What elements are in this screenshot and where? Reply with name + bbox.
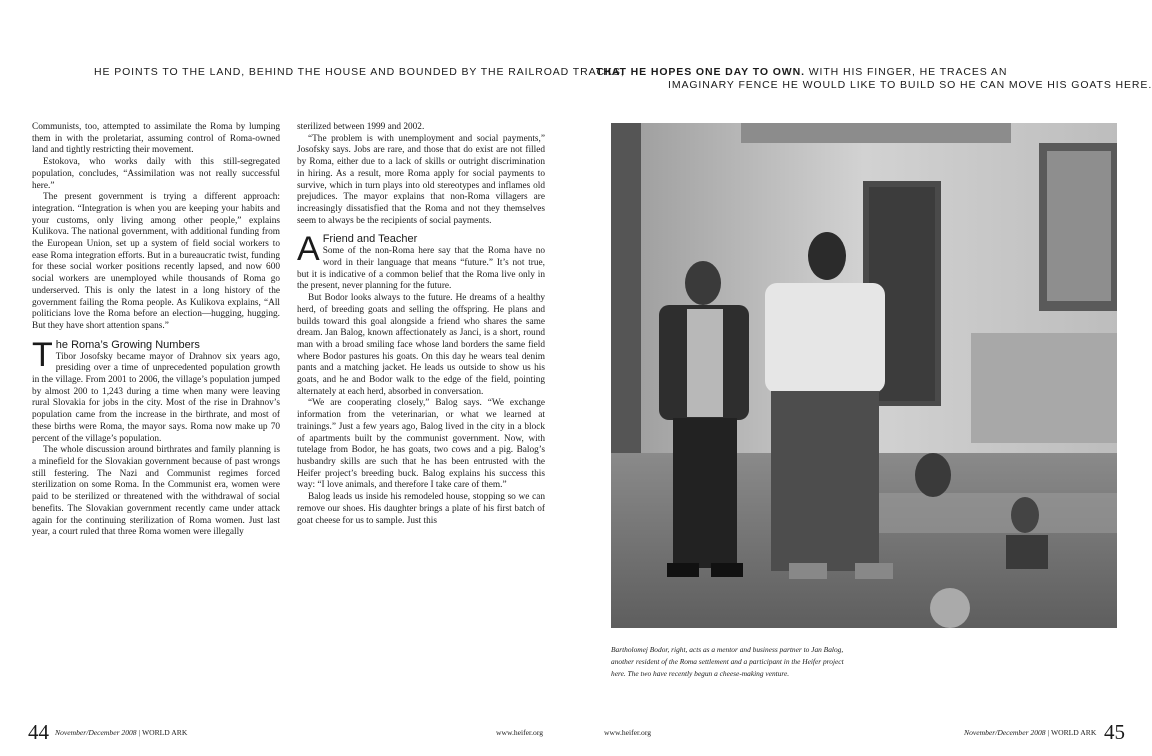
subhead-section <box>297 230 545 293</box>
paragraph: “The problem is with unemployment and social payments,” Josofsky says. Jobs are rare, and those that do exist are not filled by Roma, either due to a lack of skills or outright discrimination in hiring. As a result, more Roma apply for social payments to survive, which in turn plays into old stereotypes and inflames old prejudices. The mayor explains that non-Roma villagers are increasingly dissatisfied that the Roma and not they themselves seem to always be the recipients of social payments. <box>297 133 545 226</box>
footer-url-left[interactable]: www.heifer.org <box>496 728 544 737</box>
subheading: Friend and Teacher <box>322 233 418 246</box>
page-number-left: 44 <box>28 720 49 744</box>
paragraph: Balog leads us inside his remodeled house, stopping so we can remove our shoes. His daughter brings a plate of his first batch of goat cheese for us to sample. Just this <box>297 492 545 526</box>
subhead-section <box>32 335 280 446</box>
pull-quote-right-line1: THAT HE HOPES ONE DAY TO OWN. WITH HIS FINGER, HE TRACES AN <box>596 66 1008 78</box>
photo-two-men <box>611 123 1117 628</box>
pull-quote-right-line2: IMAGINARY FENCE HE WOULD LIKE TO BUILD SO HE CAN MOVE HIS GOATS HERE. <box>668 79 1152 91</box>
drop-cap: T <box>32 335 53 374</box>
drop-cap: A <box>297 230 320 269</box>
article-column-1 <box>32 122 280 539</box>
paragraph: Tibor Josofsky became mayor of Drahnov six years ago, presiding over a time of unprecedented population growth in the village. From 2001 to 2006, the village’s population jumped by almost 200 to 1,243 during a time when many were leaving rural Slovakia for jobs in the city. Most of the rise in Drahnov’s population came from the increase in the birthrate, and most of these births were Roma, the mayor says. Roma now make up 70 percent of the village’s population. <box>32 351 280 444</box>
paragraph: “We are cooperating closely,” Balog says. “We exchange information from the veterinarian, or what we learned at trainings.” Just a few years ago, Balog lived in the city in a block of apartments built by the communist government. Now, with tutelage from Bodor, he has goats, two cows and a pig. Balog’s husbandry skills are such that he has been entrusted with the Heifer project’s breeding buck. Balog explains his success this way: “I love animals, and therefore I take care of them.” <box>297 398 545 491</box>
pull-quote-left: HE POINTS TO THE LAND, BEHIND THE HOUSE AND BOUNDED BY THE RAILROAD TRACKS, <box>94 66 625 78</box>
footer-issue-right: November/December 2008 | WORLD ARK <box>964 728 1097 737</box>
paragraph: The present government is trying a different approach: integration. “Integration is when you are keeping your habits and your customs, only living among other people,” explains Kulikova. The national government, with additional funding from the European Union, set up a system of field social workers to ease Roma integration efforts. But in a bureaucratic twist, funding for these social worker positions recently lapsed, and now 600 social workers are unemployed while thousands of Roma go underserved. This is only the latest in a long history of the government failing the Roma people. As Kulikova explains, “All politicians love the Roma before an election—hugging, hugging. But they have short attention spans.” <box>32 192 280 331</box>
footer-issue-left: November/December 2008 | WORLD ARK <box>55 728 188 737</box>
paragraph: Estokova, who works daily with this still-segregated population, concludes, “Assimilation was not really successful here.” <box>32 157 280 191</box>
pull-quote-bold: THAT HE HOPES ONE DAY TO OWN. <box>596 66 805 78</box>
photo-caption: Bartholomej Bodor, right, acts as a mentor and business partner to Jan Balog, another resident of the Roma settlement and a participant in the Heifer project here. The two have recently begun a cheese-making venture. <box>611 645 844 678</box>
man-right <box>765 232 893 579</box>
paragraph: sterilized between 1999 and 2002. <box>297 122 425 132</box>
paragraph: The whole discussion around birthrates and family planning is a minefield for the Slovakian government because of past wrongs still festering. The Nazi and Communist regimes forced sterilization on some Roma. In the Communist era, women were paid to be sterilized or threatened with the withdrawal of social benefits. The Slovakian government recently came under attack again for the continuing sterilization of Roma women. Just last year, a court ruled that three Roma women were illegally <box>32 445 280 538</box>
subheading: he Roma’s Growing Numbers <box>55 338 200 351</box>
paragraph: But Bodor looks always to the future. He dreams of a healthy herd, of breeding goats and selling the offspring. He plans and builds toward this goal alongside a friend who shares the same dream. Jan Balog, known affectionately as Janci, is a short, round man with a broad smiling face whose land borders the same field where Bodor pastures his goats. On this day he wears teal denim pants and a matching jacket. He leads us outside to show us his goats, and he and Bodor walk to the edge of the field, pointing alternately at each herd, absorbed in conversation. <box>297 293 545 397</box>
article-column-2 <box>297 122 545 527</box>
page-number-right: 45 <box>1104 720 1125 744</box>
paragraph: Some of the non-Roma here say that the Roma have no word in their language that means “future.” It’s not true, but it is indicative of a common belief that the Roma live only in the present, never planning for the future. <box>297 246 545 292</box>
footer-url-right[interactable]: www.heifer.org <box>604 728 652 737</box>
paragraph: Communists, too, attempted to assimilate the Roma by lumping them in with the proletariat, assuming control of Roma-owned land and tightly restricting their movement. <box>32 122 280 156</box>
